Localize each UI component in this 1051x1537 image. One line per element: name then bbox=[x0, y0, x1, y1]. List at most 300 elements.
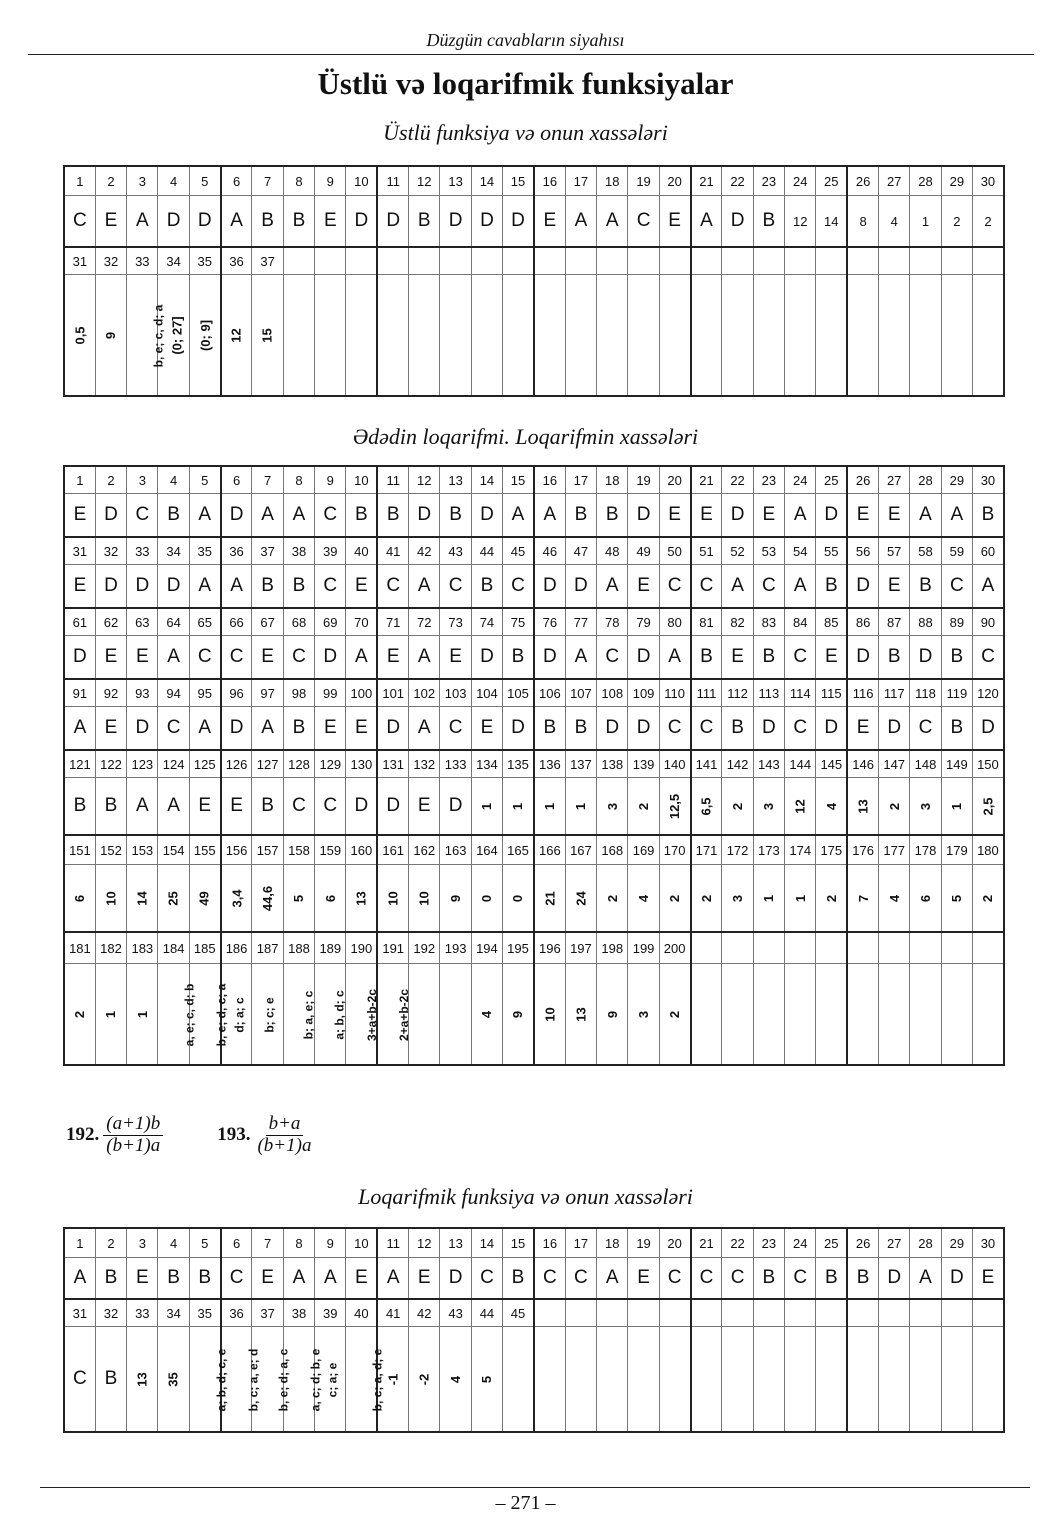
answer-cell: D bbox=[440, 196, 471, 248]
question-number-cell: 13 bbox=[440, 466, 471, 494]
question-number-cell: 10 bbox=[346, 1228, 377, 1258]
question-number-cell: 22 bbox=[722, 466, 753, 494]
answer-cell bbox=[973, 778, 1004, 836]
answer-text: 5 bbox=[949, 894, 965, 903]
question-number-cell: 27 bbox=[879, 166, 910, 196]
answer-cell bbox=[315, 964, 346, 1066]
question-number-cell: 152 bbox=[95, 835, 126, 865]
answer-cell: C bbox=[440, 565, 471, 609]
question-number-cell: 8 bbox=[283, 1228, 314, 1258]
question-number-cell: 62 bbox=[95, 608, 126, 636]
answer-cell bbox=[879, 964, 910, 1066]
question-number-cell: 40 bbox=[346, 537, 377, 565]
answer-cell: B bbox=[471, 565, 502, 609]
answer-cell: A bbox=[189, 565, 220, 609]
header-rule bbox=[28, 54, 1034, 55]
answer-row bbox=[64, 565, 1004, 609]
question-number-cell bbox=[785, 1299, 816, 1327]
answer-cell: E bbox=[377, 636, 408, 680]
answer-cell bbox=[221, 865, 252, 933]
question-number-row bbox=[64, 247, 1004, 275]
question-number-row bbox=[64, 1299, 1004, 1327]
answer-cell bbox=[691, 865, 722, 933]
question-number-cell bbox=[691, 1299, 722, 1327]
question-number-cell: 45 bbox=[503, 537, 534, 565]
answer-cell: A bbox=[597, 565, 628, 609]
answer-text: 1 bbox=[573, 802, 589, 811]
answer-cell bbox=[753, 865, 784, 933]
answer-text: 3 bbox=[730, 894, 746, 903]
question-number-cell: 21 bbox=[691, 466, 722, 494]
answer-cell: E bbox=[315, 707, 346, 751]
question-number-cell: 98 bbox=[283, 679, 314, 707]
answer-cell bbox=[471, 778, 502, 836]
question-number-cell bbox=[722, 932, 753, 964]
question-number-row bbox=[64, 1228, 1004, 1258]
answer-cell bbox=[471, 964, 502, 1066]
answer-text: (0; 27] bbox=[170, 316, 186, 355]
answer-cell: D bbox=[847, 636, 878, 680]
answer-cell: A bbox=[189, 494, 220, 538]
question-number-cell: 156 bbox=[221, 835, 252, 865]
answer-text: 1 bbox=[792, 894, 808, 903]
question-number-cell: 25 bbox=[816, 1228, 847, 1258]
answer-text: 1 bbox=[510, 802, 526, 811]
question-number-cell: 7 bbox=[252, 166, 283, 196]
question-number-cell bbox=[847, 1299, 878, 1327]
question-number-cell: 12 bbox=[409, 1228, 440, 1258]
question-number-cell: 31 bbox=[64, 537, 95, 565]
answer-cell bbox=[534, 865, 565, 933]
answer-cell bbox=[565, 964, 596, 1066]
question-number-cell: 20 bbox=[659, 1228, 690, 1258]
answer-cell bbox=[753, 275, 784, 397]
answer-cell bbox=[252, 964, 283, 1066]
answer-cell: E bbox=[691, 494, 722, 538]
answer-cell bbox=[722, 275, 753, 397]
question-number-cell: 41 bbox=[377, 1299, 408, 1327]
answer-cell bbox=[597, 778, 628, 836]
answer-cell: E bbox=[753, 494, 784, 538]
answer-cell: D bbox=[377, 778, 408, 836]
answer-row bbox=[64, 778, 1004, 836]
question-number-cell bbox=[847, 247, 878, 275]
question-193-label: 193. bbox=[217, 1124, 251, 1146]
answer-text: 2 bbox=[698, 894, 714, 903]
question-number-cell: 91 bbox=[64, 679, 95, 707]
question-number-cell: 93 bbox=[127, 679, 158, 707]
question-number-cell: 154 bbox=[158, 835, 189, 865]
question-number-cell: 17 bbox=[565, 1228, 596, 1258]
answer-cell: D bbox=[440, 1258, 471, 1300]
answer-text: 3+a+b-2c bbox=[365, 988, 380, 1042]
answer-cell: C bbox=[659, 1258, 690, 1300]
question-number-cell: 137 bbox=[565, 750, 596, 778]
question-number-cell: 138 bbox=[597, 750, 628, 778]
question-number-cell: 107 bbox=[565, 679, 596, 707]
answer-cell: C bbox=[127, 494, 158, 538]
answer-cell bbox=[95, 275, 126, 397]
question-number-cell: 79 bbox=[628, 608, 659, 636]
answer-cell: B bbox=[189, 1258, 220, 1300]
question-number-cell bbox=[471, 247, 502, 275]
answer-row bbox=[64, 1327, 1004, 1433]
question-number-cell: 35 bbox=[189, 247, 220, 275]
answer-row bbox=[64, 865, 1004, 933]
question-192-label: 192. bbox=[66, 1124, 100, 1146]
answer-text: 2 bbox=[886, 802, 902, 811]
answer-cell: C bbox=[973, 636, 1004, 680]
answer-text: 4 bbox=[479, 1010, 495, 1019]
question-number-cell: 38 bbox=[283, 1299, 314, 1327]
answer-cell: E bbox=[346, 707, 377, 751]
question-number-cell: 40 bbox=[346, 1299, 377, 1327]
answer-text: a, c; d; b, e bbox=[308, 1348, 323, 1412]
question-number-cell: 191 bbox=[377, 932, 408, 964]
question-number-cell: 155 bbox=[189, 835, 220, 865]
answer-cell: B bbox=[377, 494, 408, 538]
question-number-cell: 63 bbox=[127, 608, 158, 636]
question-number-cell: 12 bbox=[409, 166, 440, 196]
answer-cell: E bbox=[252, 636, 283, 680]
answer-cell: A bbox=[409, 636, 440, 680]
question-number-cell: 104 bbox=[471, 679, 502, 707]
question-number-cell: 157 bbox=[252, 835, 283, 865]
answer-cell: C bbox=[283, 778, 314, 836]
question-number-cell bbox=[973, 1299, 1004, 1327]
question-number-cell: 189 bbox=[315, 932, 346, 964]
answer-text: 0,5 bbox=[72, 326, 88, 345]
answer-cell: D bbox=[471, 196, 502, 248]
answer-cell bbox=[440, 865, 471, 933]
question-number-cell: 124 bbox=[158, 750, 189, 778]
answer-cell: A bbox=[534, 494, 565, 538]
question-number-cell: 12 bbox=[409, 466, 440, 494]
answer-cell: C bbox=[628, 196, 659, 248]
answer-text: 12 bbox=[792, 799, 808, 814]
answer-cell: E bbox=[64, 565, 95, 609]
answer-cell bbox=[440, 1327, 471, 1433]
answer-cell bbox=[158, 1327, 189, 1433]
answer-cell: C bbox=[722, 1258, 753, 1300]
answer-cell bbox=[847, 275, 878, 397]
answer-cell: D bbox=[753, 707, 784, 751]
answer-cell: E bbox=[221, 778, 252, 836]
answer-cell: C bbox=[315, 778, 346, 836]
question-number-cell: 30 bbox=[973, 1228, 1004, 1258]
answer-cell: E bbox=[315, 196, 346, 248]
answer-text: -1 bbox=[385, 1373, 401, 1386]
question-number-cell bbox=[941, 1299, 972, 1327]
question-number-cell: 88 bbox=[910, 608, 941, 636]
question-number-cell: 33 bbox=[127, 537, 158, 565]
question-number-cell: 6 bbox=[221, 1228, 252, 1258]
answer-text: 1 bbox=[542, 802, 558, 811]
answer-cell bbox=[659, 865, 690, 933]
answer-cell: E bbox=[64, 494, 95, 538]
question-number-cell: 127 bbox=[252, 750, 283, 778]
question-number-cell: 14 bbox=[471, 166, 502, 196]
question-number-cell: 23 bbox=[753, 1228, 784, 1258]
question-number-cell: 13 bbox=[440, 1228, 471, 1258]
question-number-cell: 86 bbox=[847, 608, 878, 636]
answer-cell: A bbox=[659, 636, 690, 680]
answer-text: (0; 9] bbox=[197, 319, 213, 352]
question-number-cell: 90 bbox=[973, 608, 1004, 636]
question-number-cell: 108 bbox=[597, 679, 628, 707]
question-number-cell: 117 bbox=[879, 679, 910, 707]
question-number-cell: 21 bbox=[691, 166, 722, 196]
answer-text: b, e; c, d; a bbox=[151, 304, 166, 368]
question-number-cell: 28 bbox=[910, 166, 941, 196]
answer-row bbox=[64, 1258, 1004, 1300]
question-number-cell: 110 bbox=[659, 679, 690, 707]
question-number-cell: 80 bbox=[659, 608, 690, 636]
answer-cell bbox=[597, 964, 628, 1066]
answer-cell bbox=[753, 778, 784, 836]
answer-cell: C bbox=[565, 1258, 596, 1300]
answer-text: 13 bbox=[573, 1007, 589, 1022]
question-number-cell: 6 bbox=[221, 166, 252, 196]
question-number-cell: 3 bbox=[127, 466, 158, 494]
question-number-cell bbox=[910, 1299, 941, 1327]
question-number-cell: 146 bbox=[847, 750, 878, 778]
question-number-cell: 180 bbox=[973, 835, 1004, 865]
question-number-cell: 59 bbox=[941, 537, 972, 565]
answer-cell bbox=[941, 964, 972, 1066]
answer-cell: C bbox=[315, 494, 346, 538]
question-number-cell: 192 bbox=[409, 932, 440, 964]
answer-cell: C bbox=[189, 636, 220, 680]
answer-cell bbox=[785, 865, 816, 933]
question-number-cell: 95 bbox=[189, 679, 220, 707]
answer-cell bbox=[910, 964, 941, 1066]
question-number-cell: 177 bbox=[879, 835, 910, 865]
question-number-cell: 120 bbox=[973, 679, 1004, 707]
answer-cell: 8 bbox=[847, 196, 878, 248]
answer-cell: E bbox=[847, 494, 878, 538]
answer-cell: B bbox=[941, 636, 972, 680]
question-number-cell: 35 bbox=[189, 1299, 220, 1327]
answer-cell: C bbox=[64, 196, 95, 248]
answer-cell: E bbox=[659, 196, 690, 248]
question-number-cell bbox=[879, 932, 910, 964]
answer-cell: B bbox=[565, 707, 596, 751]
answer-cell: E bbox=[659, 494, 690, 538]
question-number-cell bbox=[283, 247, 314, 275]
answer-cell: B bbox=[816, 565, 847, 609]
answer-text: 2 bbox=[72, 1010, 88, 1019]
answer-cell: B bbox=[910, 565, 941, 609]
answer-cell: A bbox=[221, 565, 252, 609]
answer-cell bbox=[409, 865, 440, 933]
question-number-cell bbox=[597, 247, 628, 275]
answer-cell: D bbox=[471, 636, 502, 680]
answer-text: 5 bbox=[479, 1375, 495, 1384]
answer-text: 2 bbox=[667, 1010, 683, 1019]
question-number-cell: 24 bbox=[785, 466, 816, 494]
question-number-cell: 186 bbox=[221, 932, 252, 964]
answer-cell bbox=[910, 778, 941, 836]
answer-cell bbox=[127, 865, 158, 933]
answer-row bbox=[64, 636, 1004, 680]
answer-text: b, c; a, d; e bbox=[370, 1348, 385, 1412]
answer-cell: C bbox=[691, 707, 722, 751]
answer-text: a, e; c, d; b bbox=[182, 983, 197, 1047]
question-number-cell: 6 bbox=[221, 466, 252, 494]
answer-text: 3 bbox=[636, 1010, 652, 1019]
footer-rule bbox=[40, 1487, 1030, 1488]
answer-cell: E bbox=[95, 636, 126, 680]
answer-cell: B bbox=[534, 707, 565, 751]
question-number-cell bbox=[691, 932, 722, 964]
question-number-cell: 10 bbox=[346, 466, 377, 494]
question-number-cell: 31 bbox=[64, 1299, 95, 1327]
question-number-cell: 28 bbox=[910, 1228, 941, 1258]
answer-cell bbox=[377, 865, 408, 933]
question-number-cell: 26 bbox=[847, 466, 878, 494]
question-number-cell bbox=[785, 247, 816, 275]
answer-cell: B bbox=[440, 494, 471, 538]
question-number-cell bbox=[910, 247, 941, 275]
answer-cell: E bbox=[189, 778, 220, 836]
question-number-cell: 30 bbox=[973, 166, 1004, 196]
question-number-cell: 74 bbox=[471, 608, 502, 636]
answer-cell bbox=[597, 865, 628, 933]
answer-text: b, c; a, e; d bbox=[245, 1348, 260, 1412]
answer-cell: 12 bbox=[785, 196, 816, 248]
question-number-cell: 8 bbox=[283, 166, 314, 196]
question-number-cell: 36 bbox=[221, 247, 252, 275]
question-number-cell bbox=[409, 247, 440, 275]
question-number-cell: 100 bbox=[346, 679, 377, 707]
answer-cell bbox=[346, 964, 380, 1066]
answer-cell: A bbox=[941, 494, 972, 538]
question-number-cell bbox=[691, 247, 722, 275]
answer-cell bbox=[64, 964, 95, 1066]
answer-cell bbox=[941, 1327, 972, 1433]
question-number-cell: 17 bbox=[565, 166, 596, 196]
answer-cell: C bbox=[64, 1327, 95, 1433]
answer-text: 12 bbox=[229, 328, 245, 343]
question-number-cell: 197 bbox=[565, 932, 596, 964]
answer-cell bbox=[471, 275, 502, 397]
question-number-cell: 147 bbox=[879, 750, 910, 778]
answer-cell bbox=[503, 778, 534, 836]
answer-text: 3,4 bbox=[229, 889, 245, 908]
answer-cell: C bbox=[785, 636, 816, 680]
answer-cell bbox=[534, 964, 565, 1066]
answer-text: 25 bbox=[166, 891, 182, 906]
question-number-row bbox=[64, 466, 1004, 494]
answer-cell: B bbox=[158, 1258, 189, 1300]
question-number-cell: 35 bbox=[189, 537, 220, 565]
answer-cell: B bbox=[346, 494, 377, 538]
answer-cell: E bbox=[409, 1258, 440, 1300]
question-number-cell: 39 bbox=[315, 537, 346, 565]
question-number-cell: 33 bbox=[127, 247, 158, 275]
answer-cell: B bbox=[283, 565, 314, 609]
fraction-numerator: (a+1)b bbox=[103, 1114, 163, 1136]
question-number-cell: 53 bbox=[753, 537, 784, 565]
answer-cell bbox=[847, 778, 878, 836]
answer-cell bbox=[628, 1327, 659, 1433]
answer-cell: 4 bbox=[879, 196, 910, 248]
question-number-cell: 43 bbox=[440, 537, 471, 565]
answer-cell: B bbox=[753, 196, 784, 248]
question-number-cell: 165 bbox=[503, 835, 534, 865]
question-number-cell: 18 bbox=[597, 1228, 628, 1258]
question-number-cell: 61 bbox=[64, 608, 95, 636]
answer-cell: C bbox=[158, 707, 189, 751]
answer-text: 3 bbox=[918, 802, 934, 811]
question-number-cell bbox=[973, 247, 1004, 275]
answer-cell bbox=[471, 1327, 502, 1433]
answer-cell: C bbox=[691, 565, 722, 609]
answer-cell: A bbox=[973, 565, 1004, 609]
question-number-cell: 159 bbox=[315, 835, 346, 865]
question-number-cell: 49 bbox=[628, 537, 659, 565]
answer-cell: C bbox=[597, 636, 628, 680]
question-number-cell: 173 bbox=[753, 835, 784, 865]
question-number-cell: 45 bbox=[503, 1299, 534, 1327]
question-number-cell: 68 bbox=[283, 608, 314, 636]
answer-text: 21 bbox=[542, 891, 558, 906]
answer-cell: D bbox=[221, 707, 252, 751]
answer-cell bbox=[440, 275, 471, 397]
answer-cell: B bbox=[941, 707, 972, 751]
question-number-cell: 1 bbox=[64, 166, 95, 196]
answer-cell: D bbox=[64, 636, 95, 680]
answer-cell: D bbox=[628, 636, 659, 680]
answer-cell: A bbox=[221, 196, 252, 248]
question-number-cell: 161 bbox=[377, 835, 408, 865]
question-number-cell bbox=[816, 932, 847, 964]
question-number-cell: 17 bbox=[565, 466, 596, 494]
question-number-cell: 22 bbox=[722, 166, 753, 196]
answer-cell: B bbox=[95, 778, 126, 836]
answer-cell bbox=[910, 275, 941, 397]
question-number-cell: 182 bbox=[95, 932, 126, 964]
question-number-cell: 3 bbox=[127, 1228, 158, 1258]
question-number-cell: 70 bbox=[346, 608, 377, 636]
question-number-cell: 77 bbox=[565, 608, 596, 636]
answer-cell bbox=[785, 1327, 816, 1433]
answer-cell: E bbox=[346, 565, 377, 609]
question-number-cell: 24 bbox=[785, 166, 816, 196]
answer-cell bbox=[597, 1327, 628, 1433]
answer-cell: D bbox=[377, 196, 408, 248]
answer-cell bbox=[659, 964, 690, 1066]
answer-cell bbox=[127, 1327, 158, 1433]
answer-cell bbox=[785, 964, 816, 1066]
question-number-cell: 16 bbox=[534, 466, 565, 494]
question-number-cell: 73 bbox=[440, 608, 471, 636]
answer-cell bbox=[973, 964, 1004, 1066]
answer-cell: B bbox=[847, 1258, 878, 1300]
answer-cell: E bbox=[409, 778, 440, 836]
question-number-cell: 111 bbox=[691, 679, 722, 707]
question-number-cell: 131 bbox=[377, 750, 408, 778]
answer-cell: A bbox=[785, 565, 816, 609]
question-number-cell: 193 bbox=[440, 932, 471, 964]
answer-cell bbox=[158, 964, 197, 1066]
question-number-cell: 160 bbox=[346, 835, 377, 865]
answer-text: 24 bbox=[573, 891, 589, 906]
question-number-cell: 103 bbox=[440, 679, 471, 707]
fraction-denominator: (b+1)a bbox=[257, 1134, 312, 1156]
answer-cell: D bbox=[158, 196, 189, 248]
